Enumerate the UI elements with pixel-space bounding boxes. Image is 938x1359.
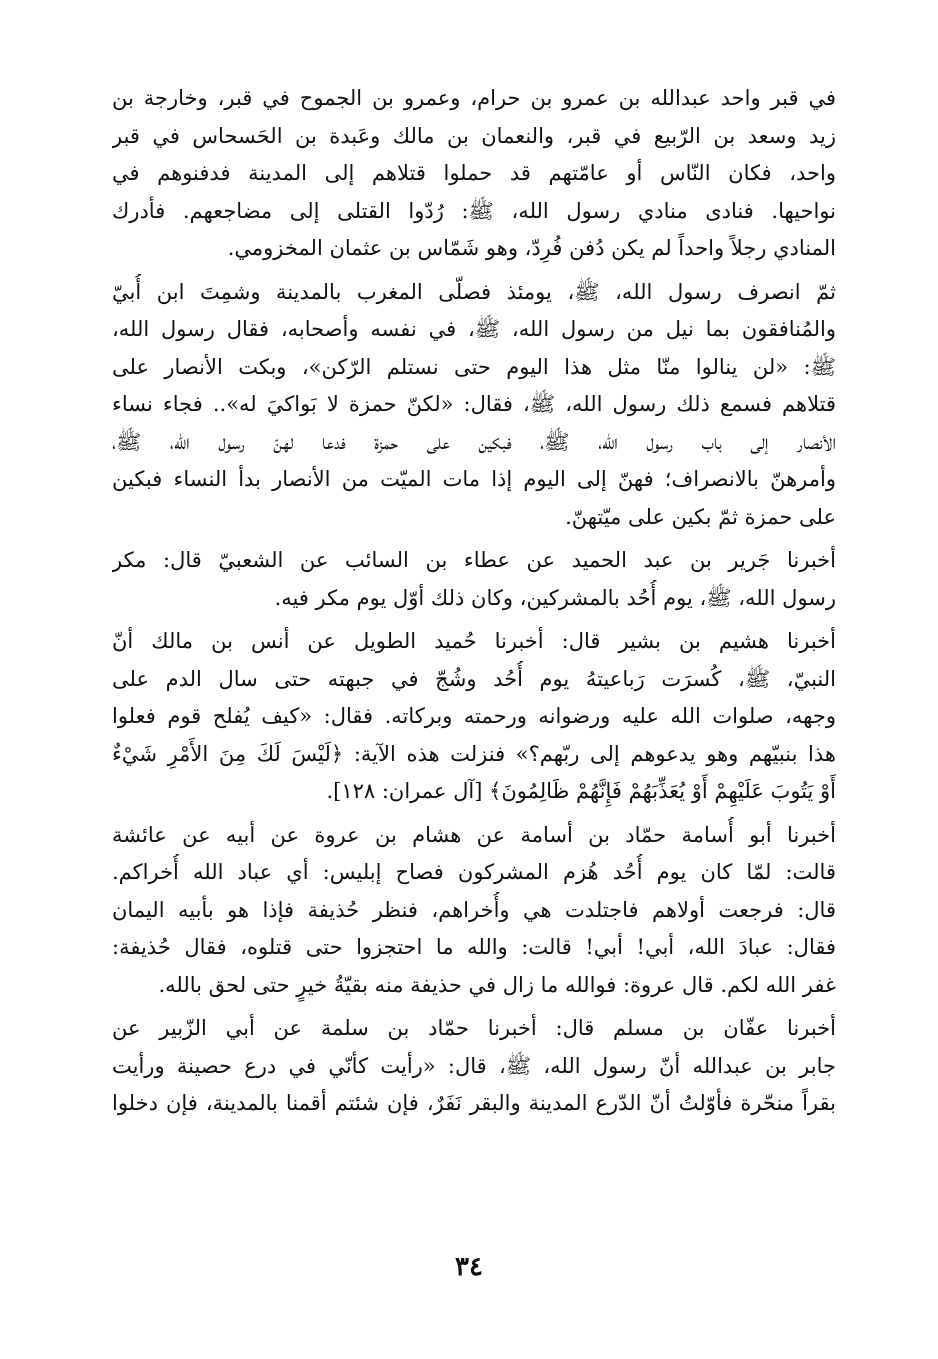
text-line: ﷺ: «لن ينالوا منّا مثل هذا اليوم حتى نستلم الرّكن»، وبكت الأنصار على [112,354,836,379]
page-number: ٣٤ [455,1252,483,1282]
text-line: النبيّ، ﷺ، كُسرَت رَباعيتهُ يوم أُحُد وشُجّ في جبهته حتى سال الدم على [112,666,836,691]
text-line: أخبرنا عفّان بن مسلم قال: أخبرنا حمّاد بن سلمة عن أبي الزّبير عن [112,1016,836,1040]
text-line: أخبرنا أبو أُسامة حمّاد بن أسامة عن هشام بن عروة عن أبيه عن عائشة [112,822,836,847]
paragraph [112,80,836,268]
text-line: زيد وسعد بن الرّبيع في قبر، والنعمان بن مالك وعَبدة بن الحَسحاس في قبر [112,123,836,148]
text-line: وجهه، صلوات الله عليه ورضوانه ورحمته وبركاته. فقال: «كيف يُفلح قوم فعلوا [112,704,836,728]
text-line: أخبرنا جَرير بن عبد الحميد عن عطاء بن السائب عن الشعبيّ قال: مكر [112,548,836,572]
text-line: قالت: لمّا كان يوم أُحُد هُزم المشركون فصاح إبليس: أي عباد الله أُخراكم. [112,860,836,884]
text-line: ثمّ انصرف رسول الله، ﷺ، يومئذ فصلّى المغرب بالمدينة وشمِتَ ابن أُبيّ [112,279,836,304]
text-line: بقراً منحّرة فأوّلتُ أنّ الدّرع المدينة والبقر نَفَرٌ، فإن شئتم أقمنا بالمدينة، فإن دخلوا [112,1091,836,1115]
page-text-body [112,80,836,1129]
text-line: أَوْ يَتُوبَ عَلَيْهِمْ أَوْ يُعَذِّبَهُمْ فَإِنَّهُمْ ظَالِمُونَ﴾ [آل عمران: ١٢٨]. [326,779,836,803]
text-line: والمُنافقون بما نيل من رسول الله، ﷺ، في نفسه وأصحابه، فقال رسول الله، [112,317,836,341]
text-line: واحد، فكان النّاس أو عامّتهم قد حملوا قتلاهم إلى المدينة فدفنوهم في [112,161,836,185]
text-line: قتلاهم فسمع ذلك رسول الله، ﷺ، فقال: «لكنّ حمزة لا بَواكيَ له».. فجاء نساء [112,392,836,416]
text-line: على حمزة ثمّ بكين على ميّتهنّ. [565,504,836,529]
text-line: وأمرهنّ بالانصراف؛ فهنّ إلى اليوم إذا مات الميّت من الأنصار بدأ النساء فبكين [112,467,836,491]
paragraph [112,1010,836,1123]
text-line: نواحيها. فنادى منادي رسول الله، ﷺ: رُدّوا القتلى إلى مضاجعهم. فأدرك [112,198,836,223]
paragraph [112,817,836,1005]
text-line: قال: فرجعت أولاهم فاجتلدت هي وأُخراهم، فنظر حُذيفة فإذا هو بأبيه اليمان [112,897,836,922]
text-line: رسول الله، ﷺ، يوم أُحُد بالمشركين، وكان ذلك أوّل يوم مكر فيه. [274,585,836,610]
text-line: في قبر واحد عبدالله بن عمرو بن حرام، وعمرو بن الجموح في قبر، وخارجة بن [112,86,836,110]
text-line: المنادي رجلاً واحداً لم يكن دُفن فُرِدّ، وهو شَمّاس بن عثمان المخزومي. [227,236,836,260]
paragraph [112,274,836,537]
paragraph [112,623,836,811]
text-line: هذا بنبيّهم وهو يدعوهم إلى ربّهم؟» فنزلت هذه الآية: ﴿لَيْسَ لَكَ مِنَ الأَمْرِ شَيْءٌ [112,741,836,766]
text-line: غفر الله لكم. قال عروة: فوالله ما زال في حذيفة منه بقيّةُ خيرٍ حتى لحق بالله. [158,972,836,997]
text-line: جابر بن عبدالله أنّ رسول الله، ﷺ، قال: «رأيت كأنّي في درع حصينة ورأيت [112,1053,836,1078]
paragraph [112,542,836,617]
text-line: الأنصار إلى باب رسول الله، ﷺ، فبكين على حمزة فدعا لهنّ رسول الله، ﷺ، [112,429,836,454]
text-line: فقال: عبادَ الله، أبي! أبي! قالت: والله ما احتجزوا حتى قتلوه، فقال حُذيفة: [112,935,836,959]
text-line: أخبرنا هشيم بن بشير قال: أخبرنا حُميد الطويل عن أنس بن مالك أنّ [112,629,836,653]
